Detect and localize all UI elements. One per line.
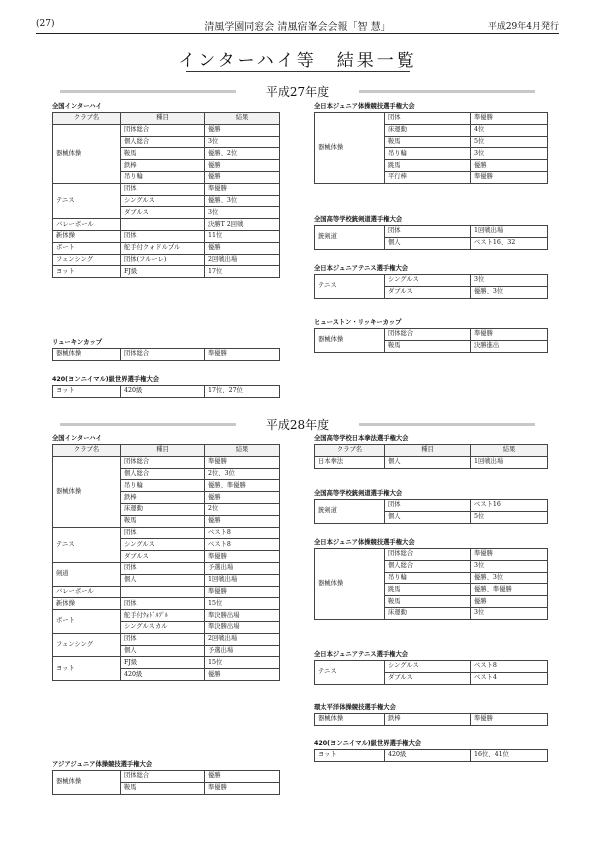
competition-block (314, 649, 546, 685)
competition-name: 全日本ジュニアテニス選手権大会 (314, 265, 409, 272)
event-cell: ダブルス (385, 672, 471, 684)
result-cell: 3位 (205, 136, 280, 148)
result-cell: 優勝、準優勝 (205, 480, 280, 492)
event-cell: 団体総合 (385, 329, 471, 341)
competition-name: 420(ヨンニイマル)級世界選手権大会 (52, 376, 160, 383)
result-cell: 準優勝 (205, 586, 280, 598)
competition-block (314, 214, 546, 250)
column-header: クラブ名 (53, 445, 121, 457)
club-cell: フェンシング (53, 254, 121, 266)
result-cell: ベスト8 (205, 527, 280, 539)
event-cell (121, 219, 205, 231)
event-cell: 跳馬 (385, 160, 471, 172)
table-row (53, 610, 280, 622)
column-header: クラブ名 (315, 445, 385, 457)
result-cell: 準優勝 (471, 113, 548, 125)
event-cell (121, 586, 205, 598)
event-cell: 団体 (385, 500, 471, 512)
table-row (53, 633, 280, 645)
competition-name: 全国インターハイ (52, 435, 102, 442)
table-row (53, 124, 280, 136)
result-cell: 優勝 (205, 515, 280, 527)
club-cell: ボート (53, 610, 121, 634)
result-cell: 3位 (205, 207, 280, 219)
table-row (53, 598, 280, 610)
table-row (53, 657, 280, 669)
competition-block (314, 488, 546, 524)
event-cell: 団体 (121, 183, 205, 195)
event-cell: 鞍馬 (121, 782, 205, 794)
club-cell: バレーボール (53, 219, 121, 231)
competition-name: 全国インターハイ (52, 103, 102, 110)
club-cell: 新体操 (53, 230, 121, 242)
result-cell: 決勝進出 (471, 340, 548, 352)
competition-name: 全日本ジュニアテニス選手権大会 (314, 651, 409, 658)
result-cell: 優勝、3位 (205, 195, 280, 207)
table-row (53, 386, 280, 398)
competition-block (52, 101, 280, 278)
results-table (314, 444, 548, 469)
table-row (53, 527, 280, 539)
result-cell: 4位 (471, 124, 548, 136)
result-cell: 予選出場 (205, 562, 280, 574)
result-cell: 準決勝出場 (205, 621, 280, 633)
club-cell: 器械体操 (53, 349, 121, 361)
event-cell: 420級 (121, 669, 205, 681)
result-cell: 優勝、3位 (471, 572, 548, 584)
competition-name: 420(ヨンニイマル)級世界選手権大会 (314, 740, 422, 747)
event-cell: シングルス (121, 539, 205, 551)
club-cell: テニス (315, 275, 385, 299)
result-cell: 17位 (205, 266, 280, 278)
competition-name: 環太平洋体操競技選手権大会 (314, 704, 396, 711)
event-cell: 団体(フルーレ) (121, 254, 205, 266)
result-cell: ベスト16 (471, 500, 548, 512)
page-title: インターハイ等 結果一覧 (178, 51, 417, 71)
competition-block (314, 263, 546, 299)
result-cell: ベスト8 (205, 539, 280, 551)
event-cell: 平行棒 (385, 171, 471, 183)
event-cell: シングルス (385, 661, 471, 673)
event-cell: FJ級 (121, 657, 205, 669)
result-cell: 3位 (471, 275, 548, 287)
club-cell: 銃剣道 (315, 500, 385, 524)
result-cell: ベスト16、32 (471, 237, 548, 249)
column-header: 結果 (205, 113, 280, 125)
title-underline (186, 71, 410, 72)
competition-name: 全国高等学校銃剣道選手権大会 (314, 216, 403, 223)
result-cell: 準優勝 (205, 456, 280, 468)
club-cell: ヨット (53, 386, 121, 398)
competition-name: ヒューストン・リッキーカップ (314, 319, 402, 326)
event-cell: 団体 (121, 562, 205, 574)
table-row (315, 329, 548, 341)
competition-name: 全日本ジュニア体操競技選手権大会 (314, 539, 415, 546)
event-cell: 団体 (385, 113, 471, 125)
result-cell: 2位、3位 (205, 468, 280, 480)
event-cell: シングルス (121, 195, 205, 207)
result-cell: ベスト8 (471, 661, 548, 673)
competition-block (52, 433, 280, 681)
table-row (315, 549, 548, 561)
competition-block (314, 101, 546, 184)
results-table (52, 385, 280, 398)
table-row (315, 226, 548, 238)
club-cell: テニス (53, 527, 121, 562)
club-cell: テニス (315, 661, 385, 685)
event-cell: 団体 (121, 230, 205, 242)
results-table (314, 328, 548, 353)
event-cell: 団体総合 (385, 549, 471, 561)
event-cell: 個人 (385, 456, 471, 468)
result-cell: 決勝T 2回戦 (205, 219, 280, 231)
competition-block (52, 337, 280, 361)
event-cell: 団体総合 (121, 771, 205, 783)
event-cell: 吊り輪 (121, 171, 205, 183)
column-header: 種目 (121, 113, 205, 125)
event-cell: 個人総合 (121, 136, 205, 148)
publication-title: 清風学園同窓会 清風宿峯会会報「智 慧」 (204, 22, 391, 33)
table-row (53, 562, 280, 574)
result-cell: 優勝 (205, 171, 280, 183)
club-cell: 器械体操 (315, 329, 385, 353)
results-table (314, 548, 548, 620)
column-header: 種目 (121, 445, 205, 457)
club-cell: 器械体操 (315, 549, 385, 620)
header-rule (36, 33, 559, 34)
event-cell: シングルスカル (121, 621, 205, 633)
competition-block (314, 317, 546, 353)
column-header: 結果 (205, 445, 280, 457)
club-cell: ヨット (53, 657, 121, 681)
table-row (315, 750, 548, 762)
competition-name: アジアジュニア体操競技選手権大会 (52, 761, 153, 768)
competition-block (314, 537, 546, 620)
event-cell: 鞍馬 (385, 136, 471, 148)
results-table (314, 749, 548, 762)
club-cell: 器械体操 (53, 456, 121, 527)
club-cell: 新体操 (53, 598, 121, 610)
result-cell: 準優勝 (205, 551, 280, 563)
event-cell: 団体総合 (121, 349, 205, 361)
competition-block (52, 759, 280, 795)
results-table (52, 770, 280, 795)
table-row (315, 275, 548, 287)
event-cell: 吊り輪 (121, 480, 205, 492)
event-cell: ダブルス (121, 551, 205, 563)
competition-block (314, 702, 546, 726)
event-cell: 舵手付ｸｫﾄﾞﾙﾌﾟﾙ (121, 610, 205, 622)
result-cell: 準優勝 (205, 183, 280, 195)
club-cell: バレーボール (53, 586, 121, 598)
club-cell: 日本拳法 (315, 456, 385, 468)
result-cell: 3位 (471, 560, 548, 572)
result-cell: 5位 (471, 511, 548, 523)
competition-name: 全国高等学校日本拳法選手権大会 (314, 435, 409, 442)
result-cell: 3位 (471, 607, 548, 619)
table-row (53, 266, 280, 278)
event-cell: 団体 (121, 598, 205, 610)
event-cell: 鞍馬 (121, 515, 205, 527)
table-header-row (315, 445, 548, 457)
club-cell: テニス (53, 183, 121, 218)
era-label: 平成28年度 (265, 418, 330, 432)
era-heading-h28 (60, 416, 535, 432)
result-cell: 2回戦出場 (205, 633, 280, 645)
club-cell: 器械体操 (53, 124, 121, 183)
event-cell: 個人総合 (121, 468, 205, 480)
result-cell: 16位、41位 (471, 750, 548, 762)
club-cell: 銃剣道 (315, 226, 385, 250)
event-cell: ダブルス (385, 286, 471, 298)
event-cell: 鞍馬 (385, 596, 471, 608)
event-cell: 跳馬 (385, 584, 471, 596)
results-table (52, 348, 280, 361)
event-cell: 420級 (121, 386, 205, 398)
result-cell: ベスト4 (471, 672, 548, 684)
results-table (314, 713, 548, 726)
event-cell: ダブルス (121, 207, 205, 219)
result-cell: 5位 (471, 136, 548, 148)
event-cell: FJ級 (121, 266, 205, 278)
era-heading-h27 (60, 83, 535, 99)
event-cell: 吊り輪 (385, 572, 471, 584)
competition-block (314, 738, 546, 762)
result-cell: 準優勝 (471, 329, 548, 341)
event-cell: 団体総合 (121, 124, 205, 136)
column-header: クラブ名 (53, 113, 121, 125)
table-row (315, 113, 548, 125)
result-cell: 予選出場 (205, 645, 280, 657)
results-table (314, 499, 548, 524)
result-cell: 準優勝 (205, 349, 280, 361)
table-row (315, 714, 548, 726)
event-cell: 吊り輪 (385, 148, 471, 160)
competition-name: リューキンカップ (52, 339, 103, 346)
event-cell: 個人 (121, 645, 205, 657)
era-label: 平成27年度 (265, 85, 330, 99)
table-header-row (53, 113, 280, 125)
table-row (53, 183, 280, 195)
results-table (314, 274, 548, 299)
table-row (53, 771, 280, 783)
competition-block (52, 374, 280, 398)
table-row (53, 456, 280, 468)
event-cell: 床運動 (385, 124, 471, 136)
competition-block (314, 433, 546, 469)
event-cell: 鞍馬 (385, 340, 471, 352)
event-cell: 床運動 (121, 503, 205, 515)
event-cell: 団体総合 (121, 456, 205, 468)
page-number: (27) (36, 19, 55, 29)
result-cell: 15位 (205, 598, 280, 610)
club-cell: 器械体操 (315, 714, 385, 726)
result-cell: 優勝 (471, 596, 548, 608)
table-header-row (53, 445, 280, 457)
result-cell: 1回戦出場 (471, 226, 548, 238)
result-cell: 準優勝 (471, 549, 548, 561)
event-cell: 鉄棒 (385, 714, 471, 726)
club-cell: ヨット (315, 750, 385, 762)
table-row (53, 242, 280, 254)
result-cell: 優勝 (205, 669, 280, 681)
results-table (314, 225, 548, 250)
result-cell: 優勝 (205, 160, 280, 172)
table-row (53, 219, 280, 231)
result-cell: 優勝、2位 (205, 148, 280, 160)
result-cell: 優勝 (205, 242, 280, 254)
event-cell: 鞍馬 (121, 148, 205, 160)
event-cell: 舵手付クォドルプル (121, 242, 205, 254)
event-cell: 団体 (121, 633, 205, 645)
club-cell: フェンシング (53, 633, 121, 657)
table-row (53, 586, 280, 598)
result-cell: 2位 (205, 503, 280, 515)
result-cell: 17位、27位 (205, 386, 280, 398)
column-header: 結果 (471, 445, 548, 457)
column-header: 種目 (385, 445, 471, 457)
club-cell: 剣道 (53, 562, 121, 586)
result-cell: 準優勝 (471, 171, 548, 183)
results-table (52, 444, 280, 681)
table-row (315, 500, 548, 512)
results-table (314, 112, 548, 184)
competition-name: 全国高等学校銃剣道選手権大会 (314, 490, 403, 497)
event-cell: 個人 (385, 511, 471, 523)
table-row (315, 661, 548, 673)
result-cell: 優勝、3位 (471, 286, 548, 298)
event-cell: シングルス (385, 275, 471, 287)
result-cell: 準優勝 (471, 714, 548, 726)
result-cell: 1回戦出場 (471, 456, 548, 468)
result-cell: 11位 (205, 230, 280, 242)
event-cell: 団体 (121, 527, 205, 539)
result-cell: 3位 (471, 148, 548, 160)
result-cell: 優勝、準優勝 (471, 584, 548, 596)
issue-date: 平成29年4月発行 (487, 22, 559, 32)
result-cell: 優勝 (205, 124, 280, 136)
club-cell: 器械体操 (53, 771, 121, 795)
club-cell: ボート (53, 242, 121, 254)
table-row (53, 230, 280, 242)
result-cell: 1回戦出場 (205, 574, 280, 586)
club-cell: 器械体操 (315, 113, 385, 184)
result-cell: 15位 (205, 657, 280, 669)
results-table (314, 660, 548, 685)
result-cell: 2回戦出場 (205, 254, 280, 266)
club-cell: ヨット (53, 266, 121, 278)
table-row (53, 254, 280, 266)
result-cell: 準優勝 (205, 782, 280, 794)
competition-name: 全日本ジュニア体操競技選手権大会 (314, 103, 415, 110)
event-cell: 個人 (385, 237, 471, 249)
result-cell: 優勝 (205, 492, 280, 504)
result-cell: 準決勝出場 (205, 610, 280, 622)
event-cell: 個人総合 (385, 560, 471, 572)
event-cell: 団体 (385, 226, 471, 238)
event-cell: 床運動 (385, 607, 471, 619)
result-cell: 優勝 (205, 771, 280, 783)
event-cell: 420級 (385, 750, 471, 762)
table-row (315, 456, 548, 468)
result-cell: 優勝 (471, 160, 548, 172)
table-row (53, 349, 280, 361)
event-cell: 鉄棒 (121, 492, 205, 504)
results-table (52, 112, 280, 278)
event-cell: 個人 (121, 574, 205, 586)
event-cell: 鉄棒 (121, 160, 205, 172)
